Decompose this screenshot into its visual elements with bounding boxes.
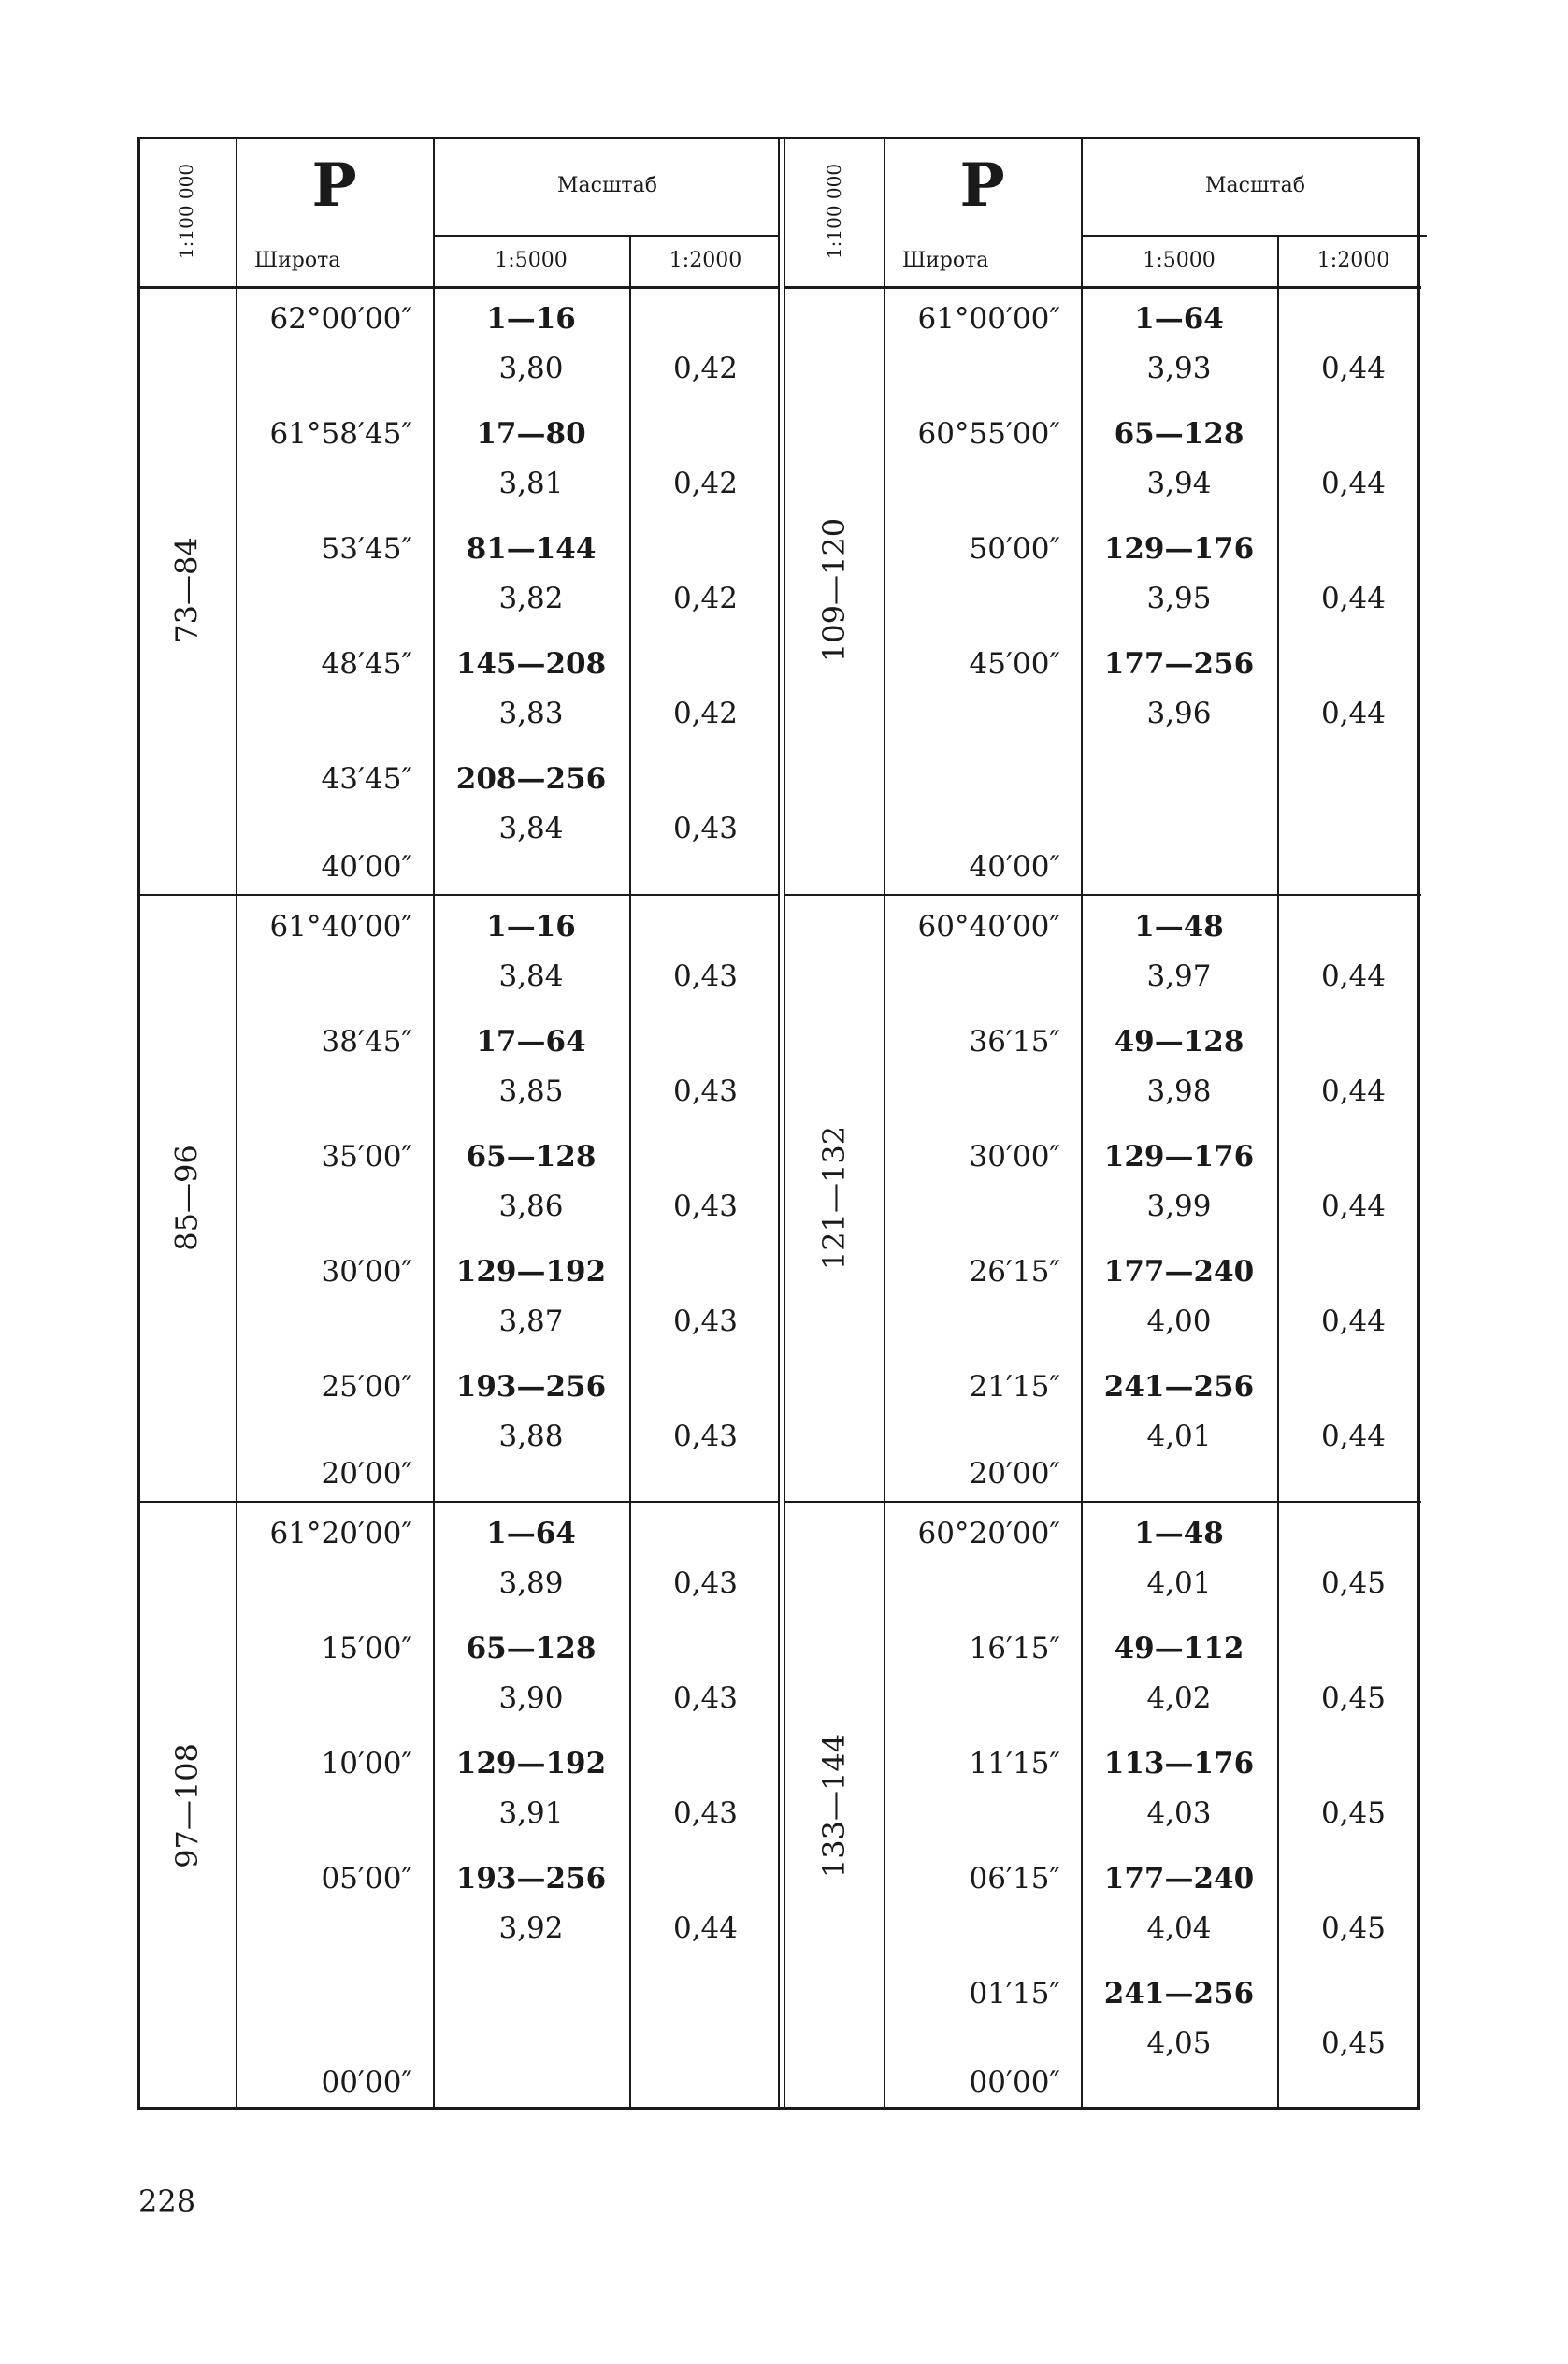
right-latitude-value: 26′15″ [969,1255,1060,1289]
right-latitude-end: 40′00″ [969,850,1060,884]
right-value-1-5000: 3,95 [1146,582,1212,615]
left-value-1-5000: 3,84 [498,959,564,993]
right-value-1-2000: 0,44 [1320,959,1387,993]
left-value-1-2000: 0,43 [672,1189,739,1223]
right-sheet-range: 241—256 [1103,1370,1255,1404]
right-value-1-2000: 0,44 [1320,1420,1387,1453]
right-value-1-2000: 0,45 [1320,2026,1387,2060]
left-col-line-scale [629,235,631,2110]
left-value-1-5000: 3,89 [498,1566,564,1600]
right-value-1-2000: 0,44 [1320,1074,1387,1108]
left-value-1-2000: 0,43 [672,812,739,845]
left-value-1-5000: 3,92 [498,1911,564,1945]
right-value-1-2000: 0,45 [1320,1796,1387,1830]
left-sheet-range: 129—192 [455,1747,607,1780]
left-sheet-range: 1—16 [486,302,576,336]
right-latitude-value: 50′00″ [969,532,1060,566]
right-latitude-value: 61°00′00″ [917,302,1060,336]
right-sheet-range: 129—176 [1103,532,1255,566]
left-header-scale-5000: 1:5000 [495,249,568,272]
right-value-1-5000: 4,00 [1146,1305,1212,1338]
left-latitude-end: 20′00″ [321,1457,412,1491]
left-header-map-scale: 1:100 000 [175,163,198,260]
right-value-1-2000: 0,44 [1320,697,1387,730]
right-header-map-scale: 1:100 000 [823,163,846,260]
right-latitude-end: 00′00″ [969,2066,1060,2099]
right-sheet-range: 65—128 [1114,417,1244,451]
right-value-1-5000: 3,94 [1146,467,1212,500]
right-header-scale-5000: 1:5000 [1143,249,1216,272]
left-value-1-5000: 3,88 [498,1420,564,1453]
right-group-label: 121—132 [816,1125,853,1270]
right-value-1-2000: 0,44 [1320,582,1387,615]
left-group-label: 73—84 [168,537,205,643]
right-latitude-value: 45′00″ [969,647,1060,681]
left-latitude-value: 53′45″ [321,532,412,566]
left-latitude-end: 40′00″ [321,850,412,884]
left-value-1-2000: 0,44 [672,1911,739,1945]
left-latitude-value: 62°00′00″ [269,302,412,336]
right-value-1-2000: 0,45 [1320,1681,1387,1715]
right-group-label: 133—144 [816,1733,853,1878]
right-value-1-2000: 0,44 [1320,1189,1387,1223]
left-sheet-range: 145—208 [455,647,607,681]
right-value-1-5000: 4,05 [1146,2026,1212,2060]
left-sheet-range: 193—256 [455,1370,607,1404]
left-header-masshtab: Масштаб [557,174,657,197]
right-sheet-range: 177—240 [1103,1255,1255,1289]
right-sheet-range: 177—256 [1103,647,1255,681]
left-header-scale-2000: 1:2000 [669,249,742,272]
left-value-1-5000: 3,86 [498,1189,564,1223]
left-header-letter: Р [311,151,357,221]
left-latitude-value: 43′45″ [321,762,412,796]
left-header-latitude: Широта [254,249,341,272]
right-header-latitude: Широта [902,249,989,272]
left-sheet-range: 17—64 [476,1025,586,1059]
right-group-label: 109—120 [816,517,853,663]
left-latitude-value: 35′00″ [321,1140,412,1174]
left-value-1-2000: 0,42 [672,582,739,615]
right-value-1-5000: 3,97 [1146,959,1212,993]
right-latitude-value: 01′15″ [969,1977,1060,2011]
right-latitude-value: 06′15″ [969,1862,1060,1896]
left-sheet-range: 65—128 [466,1140,597,1174]
right-value-1-2000: 0,45 [1320,1566,1387,1600]
left-sheet-range: 1—64 [486,1517,576,1550]
right-value-1-5000: 3,96 [1146,697,1212,730]
left-value-1-2000: 0,43 [672,1074,739,1108]
left-value-1-2000: 0,43 [672,1420,739,1453]
left-latitude-value: 61°20′00″ [269,1517,412,1550]
right-value-1-2000: 0,45 [1320,1911,1387,1945]
left-value-1-2000: 0,42 [672,697,739,730]
right-sheet-range: 1—48 [1134,910,1224,944]
left-value-1-5000: 3,81 [498,467,564,500]
right-latitude-value: 36′15″ [969,1025,1060,1059]
left-value-1-2000: 0,43 [672,959,739,993]
left-value-1-5000: 3,85 [498,1074,564,1108]
left-value-1-5000: 3,90 [498,1681,564,1715]
right-col-line-scale [1277,235,1279,2110]
left-value-1-2000: 0,43 [672,1305,739,1338]
left-latitude-value: 38′45″ [321,1025,412,1059]
left-group-label: 85—96 [168,1144,205,1251]
right-latitude-value: 60°40′00″ [917,910,1060,944]
left-value-1-2000: 0,43 [672,1566,739,1600]
right-value-1-5000: 4,04 [1146,1911,1212,1945]
left-sheet-range: 17—80 [476,417,586,451]
left-value-1-5000: 3,82 [498,582,564,615]
left-value-1-5000: 3,80 [498,352,564,385]
left-latitude-value: 48′45″ [321,647,412,681]
left-sheet-range: 65—128 [466,1632,597,1665]
right-sheet-range: 177—240 [1103,1862,1255,1896]
left-latitude-value: 05′00″ [321,1862,412,1896]
left-value-1-5000: 3,87 [498,1305,564,1338]
right-sheet-range: 113—176 [1103,1747,1255,1780]
right-value-1-5000: 4,02 [1146,1681,1212,1715]
right-latitude-value: 21′15″ [969,1370,1060,1404]
left-latitude-value: 25′00″ [321,1370,412,1404]
right-latitude-value: 30′00″ [969,1140,1060,1174]
right-value-1-5000: 4,01 [1146,1566,1212,1600]
right-latitude-value: 60°55′00″ [917,417,1060,451]
left-value-1-2000: 0,42 [672,352,739,385]
right-header-letter: Р [959,151,1005,221]
right-value-1-5000: 3,98 [1146,1074,1212,1108]
left-sheet-range: 208—256 [455,762,607,796]
right-value-1-2000: 0,44 [1320,352,1387,385]
left-value-1-2000: 0,43 [672,1681,739,1715]
page-number: 228 [138,2184,196,2219]
right-latitude-value: 11′15″ [969,1747,1060,1780]
left-value-1-2000: 0,43 [672,1796,739,1830]
latitude-scale-table [137,137,1420,2110]
right-value-1-5000: 3,93 [1146,352,1212,385]
left-value-1-5000: 3,83 [498,697,564,730]
left-sheet-range: 1—16 [486,910,576,944]
right-header-scale-2000: 1:2000 [1316,249,1390,272]
left-latitude-value: 30′00″ [321,1255,412,1289]
right-sheet-range: 129—176 [1103,1140,1255,1174]
left-value-1-5000: 3,84 [498,812,564,845]
left-sheet-range: 193—256 [455,1862,607,1896]
left-latitude-value: 61°58′45″ [269,417,412,451]
right-latitude-value: 16′15″ [969,1632,1060,1665]
right-header-masshtab: Масштаб [1205,174,1305,197]
left-sheet-range: 81—144 [466,532,597,566]
left-value-1-5000: 3,91 [498,1796,564,1830]
right-value-1-5000: 3,99 [1146,1189,1212,1223]
left-value-1-2000: 0,42 [672,467,739,500]
left-latitude-value: 15′00″ [321,1632,412,1665]
right-sheet-range: 49—128 [1114,1025,1244,1059]
right-latitude-end: 20′00″ [969,1457,1060,1491]
right-sheet-range: 1—48 [1134,1517,1224,1550]
right-sheet-range: 241—256 [1103,1977,1255,2011]
left-latitude-value: 61°40′00″ [269,910,412,944]
right-value-1-5000: 4,01 [1146,1420,1212,1453]
right-value-1-5000: 4,03 [1146,1796,1212,1830]
right-value-1-2000: 0,44 [1320,1305,1387,1338]
right-value-1-2000: 0,44 [1320,467,1387,500]
left-latitude-end: 00′00″ [321,2066,412,2099]
left-sheet-range: 129—192 [455,1255,607,1289]
left-group-label: 97—108 [168,1742,205,1868]
left-latitude-value: 10′00″ [321,1747,412,1780]
right-sheet-range: 1—64 [1134,302,1224,336]
right-sheet-range: 49—112 [1114,1632,1244,1665]
right-latitude-value: 60°20′00″ [917,1517,1060,1550]
